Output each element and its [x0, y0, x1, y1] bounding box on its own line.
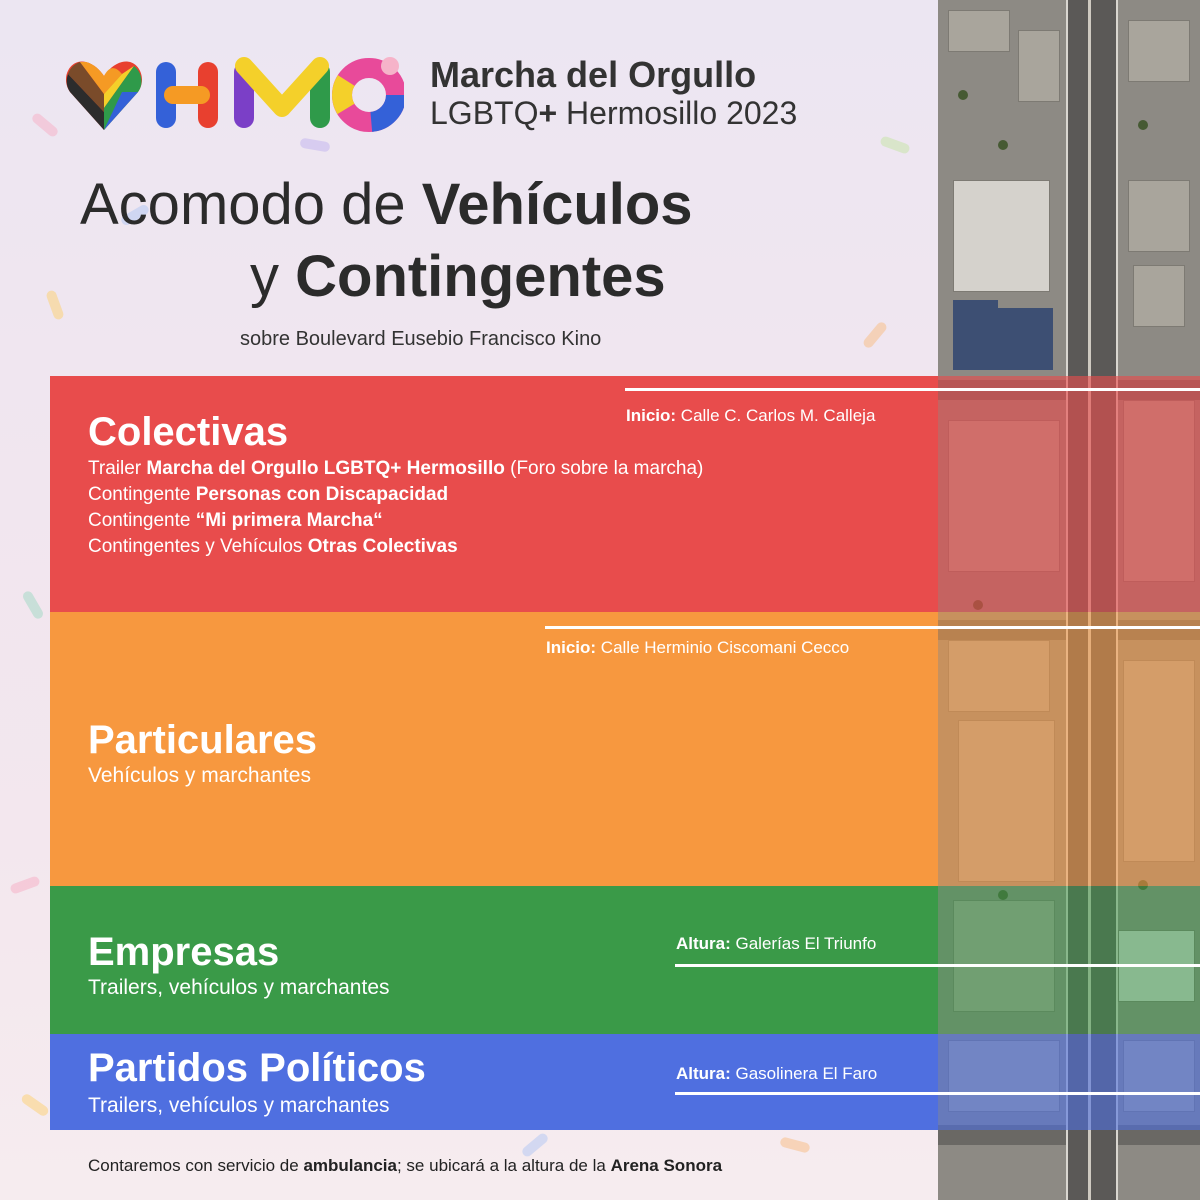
title-plus: + [538, 95, 558, 131]
location-marker: Altura: Galerías El Triunfo [676, 934, 877, 953]
section-title: Partidos Políticos [88, 1046, 426, 1090]
section-desc: Vehículos y marchantes [88, 764, 311, 787]
event-title [430, 55, 797, 131]
headline-bold: Vehículos [421, 172, 693, 237]
headline-subtitle: sobre Boulevard Eusebio Francisco Kino [240, 328, 602, 350]
section-desc: Trailers, vehículos y marchantes [88, 976, 390, 999]
headline-text: Acomodo de [80, 172, 422, 237]
colectivas-list [88, 456, 703, 560]
list-item: Contingente “Mi primera Marcha“ [88, 510, 383, 531]
list-item: Trailer Marcha del Orgullo LGBTQ+ Hermosillo (Foro sobre la marcha) [88, 458, 704, 479]
section-empresas [50, 886, 938, 1034]
marker-line [675, 964, 1200, 967]
event-title-line2 [430, 95, 797, 131]
vhmo-logo [64, 52, 404, 134]
marker-line [545, 626, 1200, 629]
marker-line [675, 1092, 1200, 1095]
event-title-line1: Marcha del Orgullo [430, 54, 757, 95]
footer-note: Contaremos con servicio de ambulancia; se ubicará a la altura de la Arena Sonora [88, 1156, 723, 1175]
section-desc: Trailers, vehículos y marchantes [88, 1094, 390, 1117]
title-year: 2023 [726, 95, 798, 131]
section-title: Empresas [88, 930, 280, 974]
title-lgbtq: LGBTQ [430, 95, 539, 131]
title-city: Hermosillo [557, 95, 727, 131]
list-item: Contingente Personas con Discapacidad [88, 484, 449, 505]
location-marker: Inicio: Calle C. Carlos M. Calleja [626, 406, 876, 425]
marker-line [625, 388, 1200, 391]
headline-text2: y [250, 244, 296, 309]
list-item: Contingentes y Vehículos Otras Colectivas [88, 536, 458, 557]
headline-line2 [250, 242, 666, 312]
satellite-map [938, 0, 1200, 1200]
location-marker: Altura: Gasolinera El Faro [676, 1064, 878, 1083]
section-title: Particulares [88, 718, 318, 762]
headline-line1 [80, 170, 940, 240]
headline-bold2: Contingentes [295, 244, 666, 309]
section-title: Colectivas [88, 410, 289, 454]
location-marker: Inicio: Calle Herminio Ciscomani Cecco [546, 638, 850, 657]
